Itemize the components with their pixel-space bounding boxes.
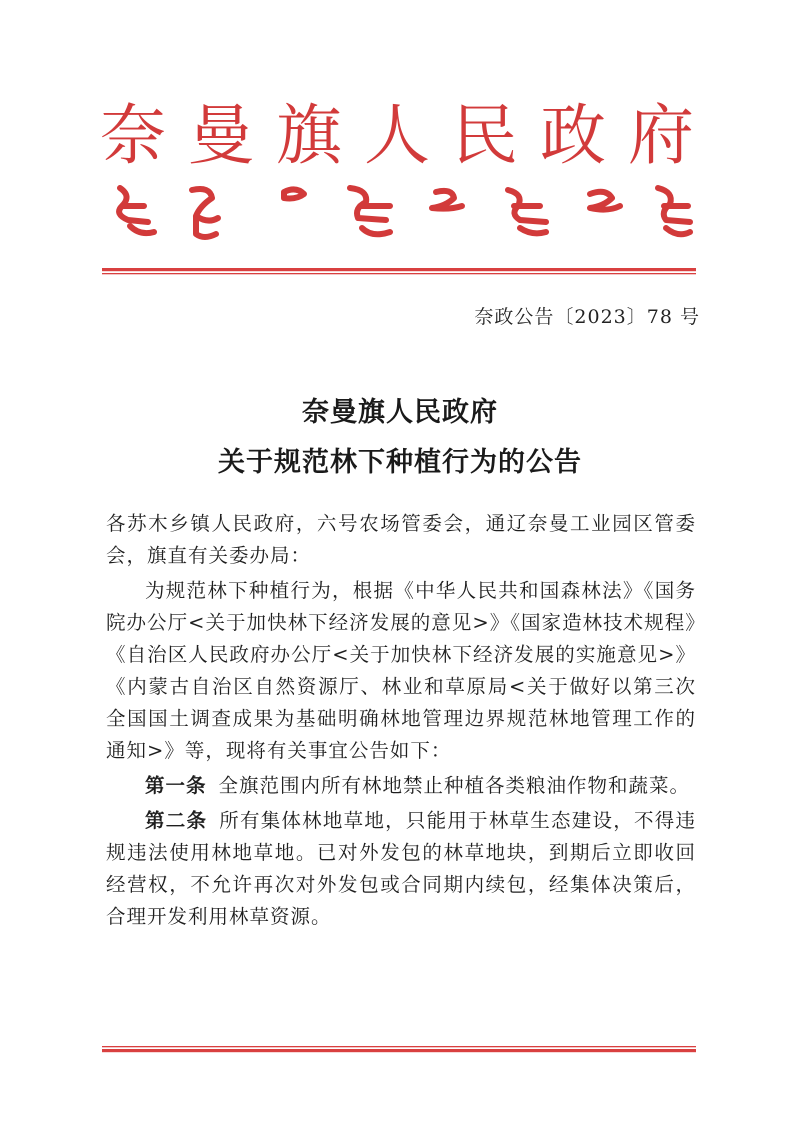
article-2-paragraph <box>106 805 696 933</box>
article-2-text: 所有集体林地草地，只能用于林草生态建设，不得违规违法使用林地草地。已对外发包的林草地块，到期后立即收回经营权，不允许再次对外发包或合同期内续包，经集体决策后，合理开发利用林草资源。 <box>106 809 696 928</box>
intro-paragraph: 为规范林下种植行为，根据《中华人民共和国森林法》《国务院办公厅<关于加快林下经济发展的意见>》《国家造林技术规程》《自治区人民政府办公厅<关于加快林下经济发展的实施意见>》《内蒙古自治区自然资源厅、林业和草原局<关于做好以第三次全国国土调查成果为基础明确林地管理边界规范林地管理工作的通知>》等，现将有关事宜公告如下： <box>106 579 696 762</box>
article-2-label: 第二条 <box>145 809 208 832</box>
article-1-label: 第一条 <box>145 774 207 797</box>
notice-body <box>106 508 696 936</box>
issuer-header-title: 奈曼旗人民政府 <box>100 97 716 174</box>
article-1-paragraph <box>106 770 696 802</box>
red-divider-top <box>102 268 696 275</box>
mongolian-script-header <box>100 176 700 246</box>
document-number: 奈政公告〔2023〕78 号 <box>474 306 700 328</box>
red-divider-bottom <box>102 1046 696 1053</box>
notice-title-line1: 奈曼旗人民政府 <box>302 397 498 428</box>
article-1-text: 全旗范围内所有林地禁止种植各类粮油作物和蔬菜。 <box>218 774 691 797</box>
addressee-paragraph: 各苏木乡镇人民政府，六号农场管委会，通辽奈曼工业园区管委会，旗直有关委办局： <box>106 512 696 567</box>
notice-title-line2: 关于规范林下种植行为的公告 <box>218 447 582 478</box>
